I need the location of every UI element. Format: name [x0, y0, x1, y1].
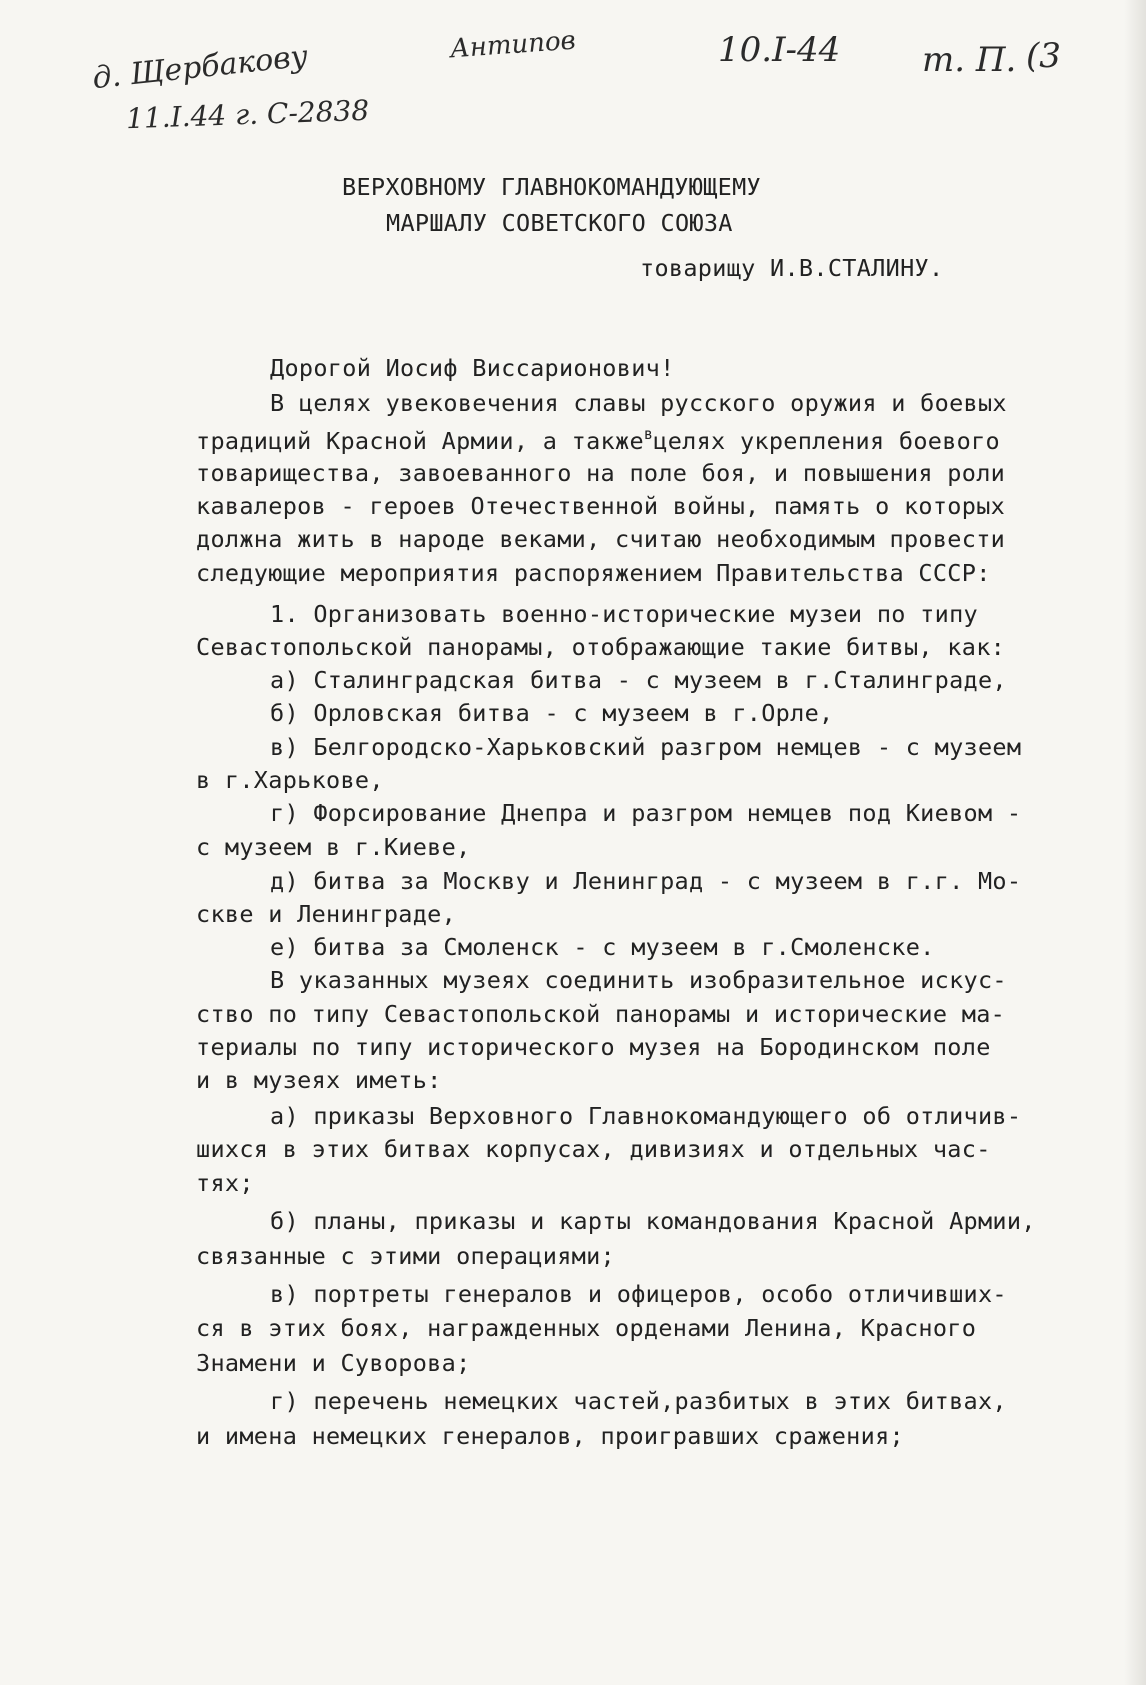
- body-line: Севастопольской панорамы, отображающие такие битвы, как:: [196, 633, 1006, 661]
- list-item-continuation: связанные с этими операциями;: [196, 1242, 615, 1270]
- list-item: е) битва за Смоленск - с музеем в г.Смоленске.: [270, 933, 935, 961]
- body-line: В целях увековечения славы русского оружия и боевых: [270, 389, 1007, 417]
- body-line: следующие мероприятия распоряжением Правительства СССР:: [196, 559, 991, 587]
- header-line-1: ВЕРХОВНОМУ ГЛАВНОКОМАНДУЮЩЕМУ: [342, 173, 761, 201]
- body-line: и в музеях иметь:: [196, 1066, 442, 1094]
- list-item-continuation: и имена немецких генералов, проигравших сражения;: [196, 1422, 904, 1450]
- body-line: товарищества, завоеванного на поле боя, и повышения роли: [196, 459, 1006, 487]
- list-item-continuation: скве и Ленинграде,: [196, 900, 457, 928]
- list-item-continuation: Знамени и Суворова;: [196, 1349, 471, 1377]
- page-edge-shadow: [1124, 0, 1146, 1685]
- list-item: а) Сталинградская битва - с музеем в г.Сталинграде,: [270, 666, 1007, 694]
- body-line: традиций Красной Армии, а также$^в$целях укрепления боевого: [196, 425, 1001, 455]
- salutation: Дорогой Иосиф Виссарионович!: [270, 354, 675, 382]
- body-line: 1. Организовать военно-исторические музеи по типу: [270, 600, 978, 628]
- body-line: териалы по типу исторического музея на Бородинском поле: [196, 1033, 991, 1061]
- header-line-2: МАРШАЛУ СОВЕТСКОГО СОЮЗА: [386, 209, 733, 237]
- list-item: б) планы, приказы и карты командования Красной Армии,: [270, 1207, 1036, 1235]
- list-item-continuation: с музеем в г.Киеве,: [196, 833, 471, 861]
- body-line: должна жить в народе веками, считаю необходимым провести: [196, 525, 1006, 553]
- list-item: в) Белгородско-Харьковский разгром немцев - с музеем: [270, 733, 1022, 761]
- list-item-continuation: тях;: [196, 1169, 254, 1197]
- body-line: кавалеров - героев Отечественной войны, память о которых: [196, 492, 1006, 520]
- body-line: ство по типу Севастопольской панорамы и исторические ма-: [196, 1000, 1006, 1028]
- handwritten-date-note: 10.I-44: [718, 30, 841, 70]
- handwritten-mark-note: т. П.: [922, 40, 1017, 80]
- list-item: д) битва за Москву и Ленинград - с музеем в г.г. Мо-: [270, 867, 1022, 895]
- handwritten-signature-note: Антипов: [449, 25, 577, 65]
- handwritten-registration-note: 11.I.44 г. С-2838: [125, 93, 370, 136]
- list-item-continuation: в г.Харькове,: [196, 766, 384, 794]
- list-item: б) Орловская битва - с музеем в г.Орле,: [270, 699, 834, 727]
- handwritten-addressee-note: д. Щербакову: [90, 38, 310, 97]
- list-item: г) Форсирование Днепра и разгром немцев под Киевом -: [270, 799, 1022, 827]
- header-addressee: товарищу И.В.СТАЛИНУ.: [640, 254, 944, 282]
- list-item: в) портреты генералов и офицеров, особо отличивших-: [270, 1280, 1007, 1308]
- list-item: а) приказы Верховного Главнокомандующего об отличив-: [270, 1102, 1022, 1130]
- list-item-continuation: ся в этих боях, награжденных орденами Ленина, Красного: [196, 1314, 977, 1342]
- body-line: В указанных музеях соединить изобразительное искус-: [270, 966, 1007, 994]
- handwritten-number-note: (3: [1026, 36, 1061, 76]
- list-item-continuation: шихся в этих битвах корпусах, дивизиях и отдельных час-: [196, 1135, 991, 1163]
- list-item: г) перечень немецких частей,разбитых в этих битвах,: [270, 1387, 1007, 1415]
